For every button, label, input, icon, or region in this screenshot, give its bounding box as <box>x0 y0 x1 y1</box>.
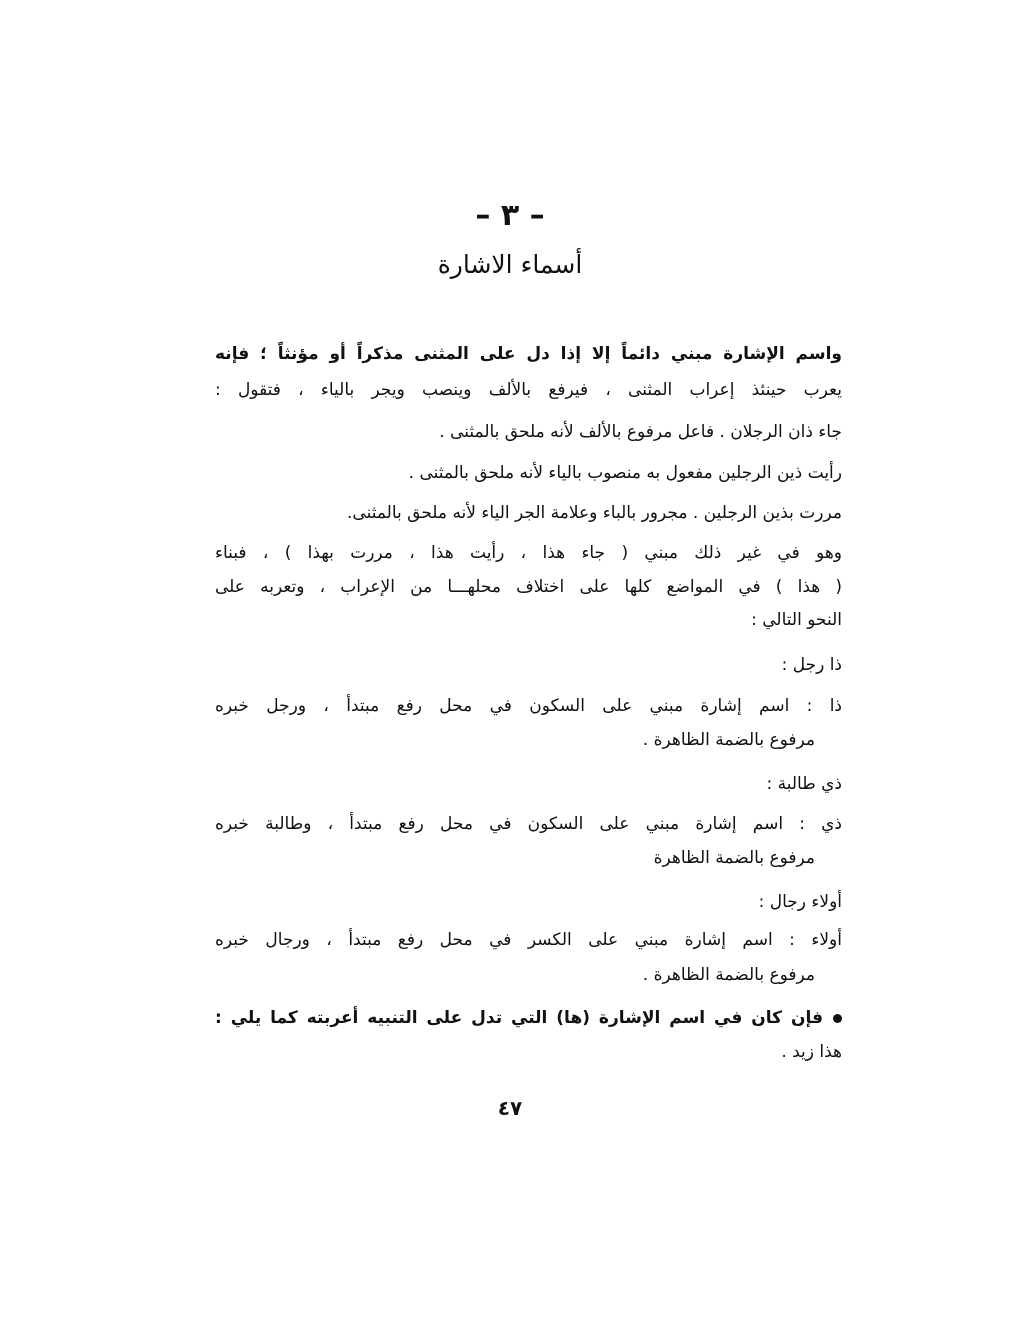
paragraph-line: يعرب حينئذ إعراب المثنى ، فيرفع بالألف وينصب ويجر بالياء ، فتقول : <box>215 380 842 400</box>
page-number: ٤٧ <box>497 1096 523 1120</box>
note-line <box>215 1008 842 1028</box>
chapter-title: أسماء الاشارة <box>437 250 583 279</box>
example-line: رأيت ذين الرجلين مفعول به منصوب بالياء لأنه ملحق بالمثنى . <box>408 463 842 483</box>
parsing-line: أولاء : اسم إشارة مبني على الكسر في محل رفع مبتدأ ، ورجال خبره <box>215 930 842 950</box>
parsing-line: مرفوع بالضمة الظاهرة . <box>642 965 815 985</box>
example-line: جاء ذان الرجلان . فاعل مرفوع بالألف لأنه ملحق بالمثنى . <box>439 422 842 442</box>
example-heading: أولاء رجال : <box>758 892 842 912</box>
example-line: مررت بذين الرجلين . مجرور بالباء وعلامة الجر الياء لأنه ملحق بالمثنى. <box>347 503 842 523</box>
note-text: فإن كان في اسم الإشارة (ها) التي تدل على التنبيه أعربته كما يلي : <box>215 1008 823 1028</box>
example-line: هذا زيد . <box>781 1042 842 1062</box>
parsing-line: ذي : اسم إشارة مبني على السكون في محل رفع مبتدأ ، وطالبة خبره <box>215 814 842 834</box>
parsing-line: ذا : اسم إشارة مبني على السكون في محل رفع مبتدأ ، ورجل خبره <box>215 696 842 716</box>
example-heading: ذي طالبة : <box>766 774 842 794</box>
paragraph-line: ( هذا ) في المواضع كلها على اختلاف محلهـــا من الإعراب ، وتعربه على <box>215 577 842 597</box>
bullet-icon <box>833 1014 842 1023</box>
parsing-line: مرفوع بالضمة الظاهرة . <box>642 730 815 750</box>
paragraph-line: واسم الإشارة مبني دائماً إلا إذا دل على المثنى مذكراً أو مؤنثاً ؛ فإنه <box>215 344 842 364</box>
paragraph-line: وهو في غير ذلك مبني ( جاء هذا ، رأيت هذا ، مررت بهذا ) ، فبناء <box>215 543 842 563</box>
chapter-number: – ٣ – <box>475 198 545 233</box>
example-heading: ذا رجل : <box>781 655 842 675</box>
parsing-line: مرفوع بالضمة الظاهرة <box>653 848 815 868</box>
paragraph-line: النحو التالي : <box>751 610 842 630</box>
